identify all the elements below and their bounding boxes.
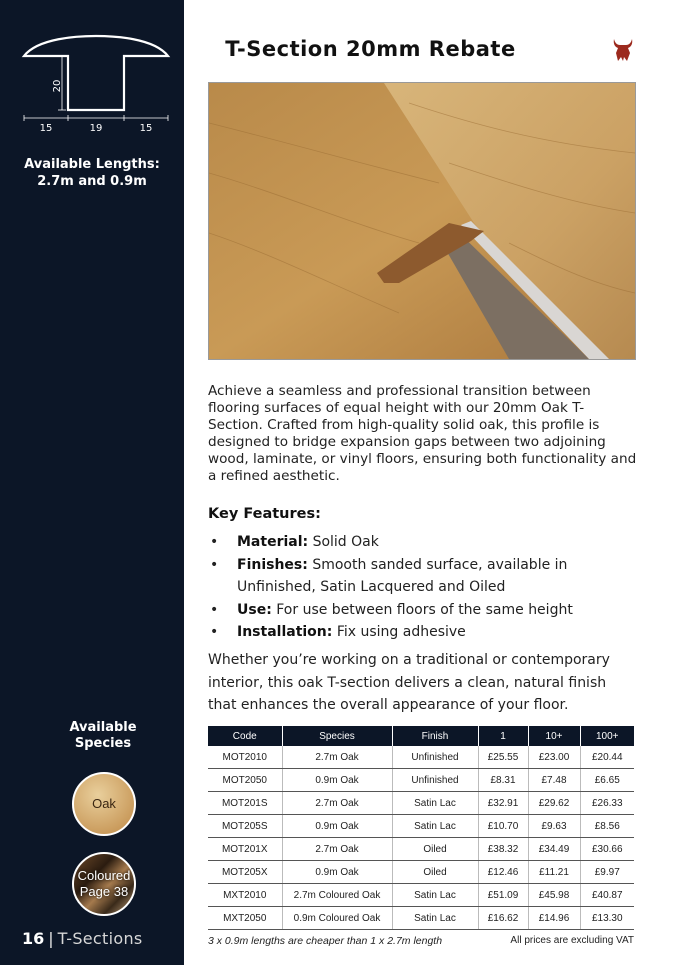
available-species-heading (0, 720, 206, 752)
cell-price-10: £11.21 (528, 861, 580, 884)
cell-price-100: £26.33 (580, 792, 634, 815)
cell-species: 0.9m Oak (282, 861, 392, 884)
cell-finish: Satin Lac (392, 815, 478, 838)
cell-price-1: £12.46 (478, 861, 528, 884)
cell-finish: Satin Lac (392, 884, 478, 907)
species-swatch-coloured (72, 852, 136, 916)
feature-text: Solid Oak (312, 534, 379, 550)
price-table (208, 726, 634, 930)
profile-dim-height: 20 (52, 79, 63, 93)
cell-price-100: £40.87 (580, 884, 634, 907)
closing-paragraph: Whether you’re working on a traditional or contemporary interior, this oak T-section delivers a clean, natural finish that enhances the overall appearance of your floor. (208, 652, 610, 713)
cell-price-1: £10.70 (478, 815, 528, 838)
header-qty-1: 1 (478, 726, 528, 746)
available-lengths-label: Available Lengths: (24, 157, 160, 172)
cell-price-10: £23.00 (528, 746, 580, 769)
table-row (208, 907, 634, 930)
table-row (208, 861, 634, 884)
swatch-label-line1: Coloured (77, 868, 131, 883)
intro-paragraph: Achieve a seamless and professional transition between flooring surfaces of equal height with our 20mm Oak T-Section. Crafted from high-quality solid oak, this profile is designed to bridge expansion gaps between two adjoining wood, laminate, or vinyl floors, ensuring both functionality and a refined aesthetic. (208, 383, 637, 484)
cell-price-10: £14.96 (528, 907, 580, 930)
feature-item (208, 621, 638, 644)
cell-finish: Oiled (392, 861, 478, 884)
cell-finish: Satin Lac (392, 907, 478, 930)
cell-species: 0.9m Oak (282, 815, 392, 838)
table-header-row (208, 726, 634, 746)
cell-price-10: £34.49 (528, 838, 580, 861)
feature-label: Installation: (237, 624, 333, 640)
sidebar (0, 0, 184, 965)
cell-price-1: £38.32 (478, 838, 528, 861)
cell-price-10: £9.63 (528, 815, 580, 838)
feature-item (208, 531, 638, 554)
header-species: Species (282, 726, 392, 746)
key-features-title: Key Features: (208, 506, 321, 522)
table-row (208, 746, 634, 769)
swatch-label-line2: Page 38 (79, 884, 129, 899)
feature-item (208, 599, 638, 622)
feature-label: Use: (237, 601, 272, 618)
cell-finish: Unfinished (392, 769, 478, 792)
cell-price-1: £25.55 (478, 746, 528, 769)
profile-dim-center: 19 (89, 123, 103, 134)
table-row (208, 769, 634, 792)
header-code: Code (208, 726, 282, 746)
cell-price-1: £32.91 (478, 792, 528, 815)
length-note: 3 x 0.9m lengths are cheaper than 1 x 2.7m length (208, 935, 443, 947)
cell-price-100: £6.65 (580, 769, 634, 792)
page-number: 16 (22, 929, 45, 948)
header-qty-10: 10+ (528, 726, 580, 746)
page-title: T-Section 20mm Rebate (225, 37, 516, 61)
table-row (208, 884, 634, 907)
t-section-profile-diagram (18, 28, 174, 136)
feature-item (208, 554, 638, 599)
cell-code: MOT201S (208, 792, 282, 815)
product-photo (208, 82, 636, 360)
cell-price-100: £8.56 (580, 815, 634, 838)
cell-code: MOT2050 (208, 769, 282, 792)
species-heading-line2: Species (74, 736, 132, 751)
cell-code: MOT201X (208, 838, 282, 861)
feature-text: Fix using adhesive (336, 624, 466, 640)
available-lengths (0, 156, 184, 190)
cell-price-1: £51.09 (478, 884, 528, 907)
cell-code: MOT205X (208, 861, 282, 884)
cell-price-100: £13.30 (580, 907, 634, 930)
cell-price-100: £9.97 (580, 861, 634, 884)
feature-text: For use between floors of the same height (276, 601, 573, 618)
available-lengths-value: 2.7m and 0.9m (37, 174, 147, 189)
cell-code: MOT205S (208, 815, 282, 838)
cell-finish: Unfinished (392, 746, 478, 769)
bull-icon (611, 37, 635, 63)
cell-species: 2.7m Oak (282, 792, 392, 815)
header-finish: Finish (392, 726, 478, 746)
cell-price-10: £45.98 (528, 884, 580, 907)
cell-code: MXT2050 (208, 907, 282, 930)
cell-code: MOT2010 (208, 746, 282, 769)
cell-species: 2.7m Oak (282, 746, 392, 769)
cell-price-1: £8.31 (478, 769, 528, 792)
swatch-label: Oak (92, 796, 116, 811)
cell-price-1: £16.62 (478, 907, 528, 930)
cell-species: 0.9m Coloured Oak (282, 907, 392, 930)
feature-text: Smooth sanded surface, available in Unfinished, Satin Lacquered and Oiled (237, 556, 568, 595)
table-row (208, 815, 634, 838)
cell-species: 2.7m Coloured Oak (282, 884, 392, 907)
species-swatch-oak (72, 772, 136, 836)
cell-price-10: £29.62 (528, 792, 580, 815)
cell-price-10: £7.48 (528, 769, 580, 792)
vat-note: All prices are excluding VAT (510, 935, 634, 946)
key-features-list (208, 531, 638, 644)
cell-finish: Satin Lac (392, 792, 478, 815)
cell-finish: Oiled (392, 838, 478, 861)
cell-code: MXT2010 (208, 884, 282, 907)
header-qty-100: 100+ (580, 726, 634, 746)
cell-price-100: £30.66 (580, 838, 634, 861)
profile-dim-left: 15 (39, 123, 53, 134)
feature-label: Material: (237, 534, 309, 550)
page-footer (22, 929, 143, 948)
table-row (208, 838, 634, 861)
cell-species: 2.7m Oak (282, 838, 392, 861)
profile-dim-right: 15 (139, 123, 153, 134)
footer-separator: | (48, 929, 54, 948)
cell-price-100: £20.44 (580, 746, 634, 769)
table-row (208, 792, 634, 815)
species-heading-line1: Available (69, 720, 137, 735)
section-name: T-Sections (57, 929, 143, 948)
flooring-image (209, 83, 635, 359)
feature-label: Finishes: (237, 556, 308, 573)
cell-species: 0.9m Oak (282, 769, 392, 792)
